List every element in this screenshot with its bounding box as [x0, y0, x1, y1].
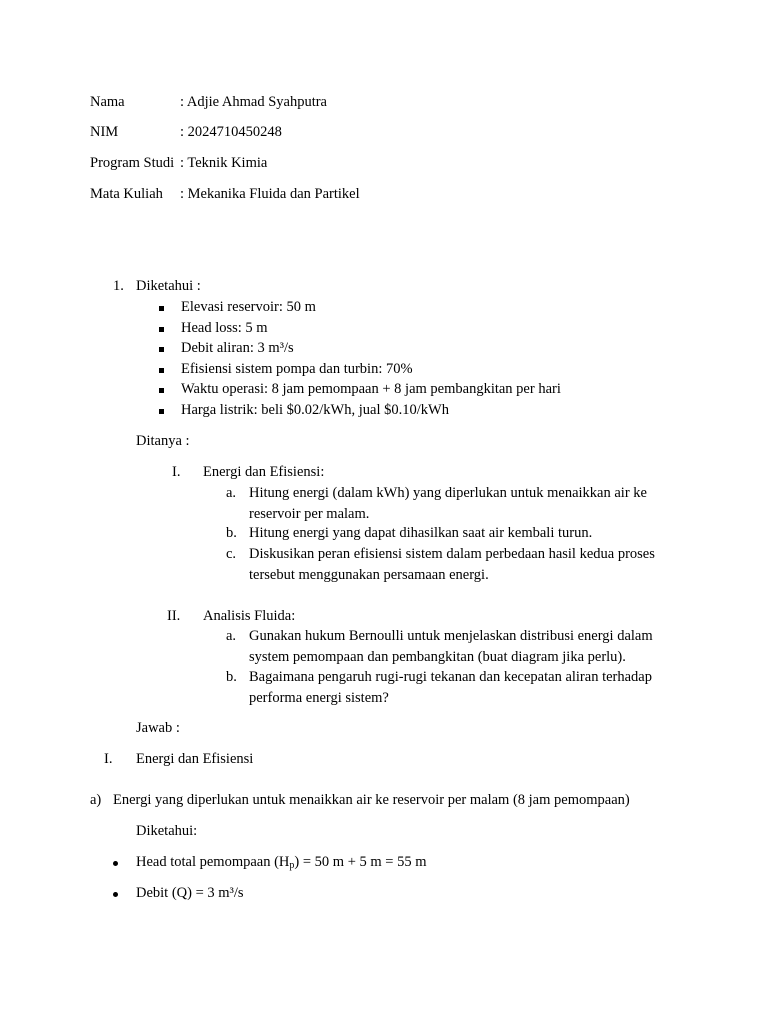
list-item: Harga listrik: beli $0.02/kWh, jual $0.10/kWh [181, 402, 449, 418]
list-item: Debit aliran: 3 m³/s [181, 340, 294, 356]
ditanya-label: Ditanya : [136, 433, 190, 449]
list-item: Head loss: 5 m [181, 320, 268, 336]
label-nim: NIM [90, 124, 119, 140]
list-item: Bagaimana pengaruh rugi-rugi tekanan dan kecepatan aliran terhadap performa energi sistem? [249, 669, 652, 706]
square-bullet-icon [159, 306, 164, 311]
list-item: Efisiensi sistem pompa dan turbin: 70% [181, 361, 413, 377]
list-item: Gunakan hukum Bernoulli untuk menjelaskan distribusi energi dalam system pemompaan dan pembangkitan (buat diagram jika perlu). [249, 628, 653, 665]
item-letter: a. [226, 485, 237, 501]
part-a-title: Energi yang diperlukan untuk menaikkan air ke reservoir per malam (8 jam pemompaan) [113, 792, 630, 808]
label-program-studi: Program Studi [90, 155, 175, 171]
list-item: Hitung energi yang dapat dihasilkan saat air kembali turun. [249, 525, 593, 541]
square-bullet-icon [159, 347, 164, 352]
square-bullet-icon [159, 388, 164, 393]
list-item: Elevasi reservoir: 50 m [181, 299, 316, 315]
list-item: Waktu operasi: 8 jam pemompaan + 8 jam pembangkitan per hari [181, 381, 561, 397]
value-nama: : Adjie Ahmad Syahputra [180, 94, 327, 110]
list-item: Head total pemompaan $(H_p) = 50$ m + 5 m = 55 m [136, 854, 427, 871]
list-item: Diskusikan peran efisiensi sistem dalam perbedaan hasil kedua proses tersebut menggunakan persamaan energi. [249, 546, 655, 583]
section-numeral: II. [167, 608, 181, 624]
round-bullet-icon [113, 892, 118, 897]
value-program-studi: : Teknik Kimia [180, 155, 268, 171]
answer-diketahui-label: Diketahui: [136, 823, 198, 839]
section-numeral: I. [172, 464, 181, 480]
jawab-label: Jawab : [136, 720, 180, 736]
list-item: Debit (Q) = 3 m³/s [136, 885, 244, 901]
section-title: Energi dan Efisiensi: [203, 464, 325, 480]
section-title: Analisis Fluida: [203, 608, 296, 624]
round-bullet-icon [113, 861, 118, 866]
answer-section-numeral: I. [104, 751, 113, 767]
question-number: 1. [113, 278, 124, 294]
value-nim: : 2024710450248 [180, 124, 282, 140]
diketahui-label: Diketahui : [136, 278, 201, 294]
value-mata-kuliah: : Mekanika Fluida dan Partikel [180, 186, 360, 202]
part-a-letter: a) [90, 792, 102, 808]
label-mata-kuliah: Mata Kuliah [90, 186, 163, 202]
list-item: Hitung energi (dalam kWh) yang diperlukan untuk menaikkan air ke reservoir per malam. [249, 485, 647, 522]
item-letter: b. [226, 525, 237, 541]
label-nama: Nama [90, 94, 125, 110]
square-bullet-icon [159, 409, 164, 414]
item-letter: b. [226, 669, 237, 685]
square-bullet-icon [159, 368, 164, 373]
item-letter: c. [226, 546, 237, 562]
answer-section-title: Energi dan Efisiensi [136, 751, 254, 767]
item-letter: a. [226, 628, 237, 644]
square-bullet-icon [159, 327, 164, 332]
